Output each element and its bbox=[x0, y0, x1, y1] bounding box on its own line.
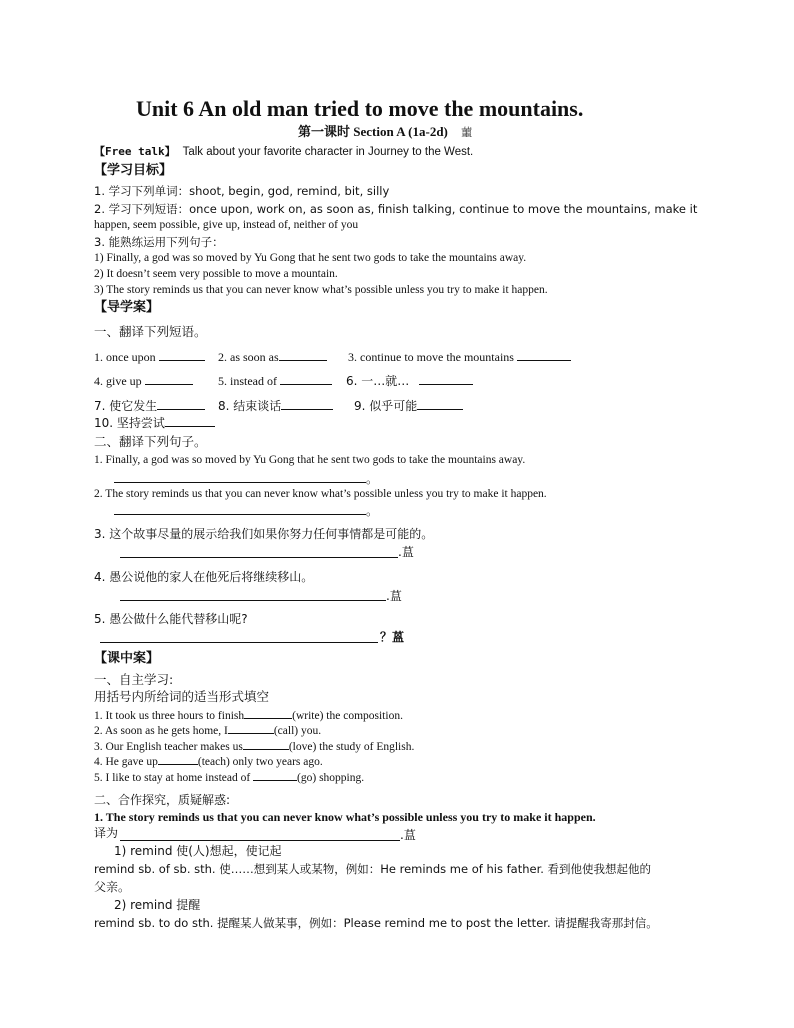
answer-line bbox=[114, 514, 366, 515]
phrase-item: 4. give up bbox=[94, 373, 193, 389]
goals-header: 【学习目标】 bbox=[94, 163, 173, 178]
goal-sentence: 3) The story reminds us that you can never know what’s possible unless you try to make it happen. bbox=[94, 284, 548, 296]
translate-sentence: 1. Finally, a god was so moved by Yu Gong that he sent two gods to take the mountains away. bbox=[94, 454, 526, 466]
part1-title: 一、翻译下列短语。 bbox=[94, 324, 207, 339]
answer-line bbox=[120, 557, 398, 558]
translate-sentence: 3. 这个故事尽量的展示给我们如果你努力任何事情都是可能的。 bbox=[94, 527, 434, 541]
note-line: 父亲。 bbox=[94, 880, 131, 894]
translate-sentence: 2. The story reminds us that you can never know what’s possible unless you try to make it happen. bbox=[94, 488, 547, 500]
translate-sentence: 4. 愚公说他的家人在他死后将继续移山。 bbox=[94, 570, 314, 584]
key-sentence: 1. The story reminds us that you can never know what’s possible unless you try to make it happen. bbox=[94, 810, 596, 824]
answer-line bbox=[114, 482, 366, 483]
note-line: 1) remind 使(人)想起，使记起 bbox=[114, 844, 282, 858]
answer-end: ？蒕 bbox=[380, 630, 405, 644]
section-label: Section A (1a-2d) bbox=[353, 124, 448, 139]
phrase-item: 10. 坚持尝试 bbox=[94, 415, 215, 431]
phrase-item: 8. 结束谈话 bbox=[218, 398, 333, 414]
part2-title: 二、翻译下列句子。 bbox=[94, 434, 207, 449]
fill-item: 3. Our English teacher makes us (love) the study of English. bbox=[94, 738, 414, 755]
class-part2-title: 二、合作探究，质疑解惑: bbox=[94, 793, 231, 807]
answer-end: 。 bbox=[366, 472, 379, 486]
answer-line bbox=[120, 840, 400, 841]
class-header: 【课中案】 bbox=[94, 651, 160, 666]
free-talk-label: 【Free talk】 bbox=[94, 145, 176, 158]
goal-item: 2. 学习下列短语：once upon, work on, as soon as, finish talking, continue to move the mountains, make it bbox=[94, 202, 698, 216]
answer-line bbox=[120, 600, 386, 601]
page-title: Unit 6 An old man tried to move the mountains. bbox=[136, 96, 584, 121]
phrase-item: 9. 似乎可能 bbox=[354, 398, 463, 414]
answer-end: .蒀 bbox=[386, 589, 402, 603]
answer-end: .蒀 bbox=[398, 545, 414, 559]
class-part1-title: 一、自主学习: bbox=[94, 672, 174, 687]
answer-end: 。 bbox=[366, 504, 379, 518]
free-talk bbox=[94, 144, 473, 160]
note-line: 2) remind 提醒 bbox=[114, 898, 201, 912]
phrase-item: 6. 一…就… bbox=[346, 373, 473, 389]
answer-end: .蒀 bbox=[400, 828, 416, 842]
goal-item: 3. 能熟练运用下列句子： bbox=[94, 235, 224, 249]
goal-item: happen, seem possible, give up, instead of, neither of you bbox=[94, 219, 359, 231]
note-line: remind sb. of sb. sth. 使……想到某人或某物，例如：He reminds me of his father. 看到他使我想起他的 bbox=[94, 862, 652, 876]
fill-item: 4. He gave up (teach) only two years ago. bbox=[94, 753, 323, 770]
fill-item: 2. As soon as he gets home, I (call) you. bbox=[94, 722, 321, 739]
phrase-item: 3. continue to move the mountains bbox=[348, 349, 571, 365]
fill-item: 5. I like to stay at home instead of (go) shopping. bbox=[94, 769, 364, 786]
fill-item: 1. It took us three hours to finish (write) the composition. bbox=[94, 707, 403, 724]
phrase-item: 1. once upon bbox=[94, 349, 205, 365]
lesson-label: 第一课时 bbox=[298, 125, 351, 140]
page-subtitle bbox=[298, 124, 472, 140]
free-talk-text: Talk about your favorite character in Journey to the West. bbox=[182, 146, 474, 158]
goal-sentence: 2) It doesn’t seem very possible to move a mountain. bbox=[94, 268, 338, 280]
stray-mark: 蘁 bbox=[461, 126, 473, 139]
translate-sentence: 5. 愚公做什么能代替移山呢? bbox=[94, 612, 248, 626]
goal-sentence: 1) Finally, a god was so moved by Yu Gong that he sent two gods to take the mountains away. bbox=[94, 252, 527, 264]
phrase-item: 5. instead of bbox=[218, 373, 332, 389]
answer-line bbox=[100, 642, 378, 643]
translate-label: 译为 bbox=[94, 826, 119, 840]
goal-item: 1. 学习下列单词：shoot, begin, god, remind, bit, silly bbox=[94, 184, 390, 198]
note-line: remind sb. to do sth. 提醒某人做某事，例如：Please remind me to post the letter. 请提醒我寄那封信。 bbox=[94, 916, 658, 930]
fill-instruction: 用括号内所给词的适当形式填空 bbox=[94, 689, 270, 704]
phrase-item: 2. as soon as bbox=[218, 349, 327, 365]
guide-header: 【导学案】 bbox=[94, 300, 160, 315]
phrase-item: 7. 使它发生 bbox=[94, 398, 205, 414]
